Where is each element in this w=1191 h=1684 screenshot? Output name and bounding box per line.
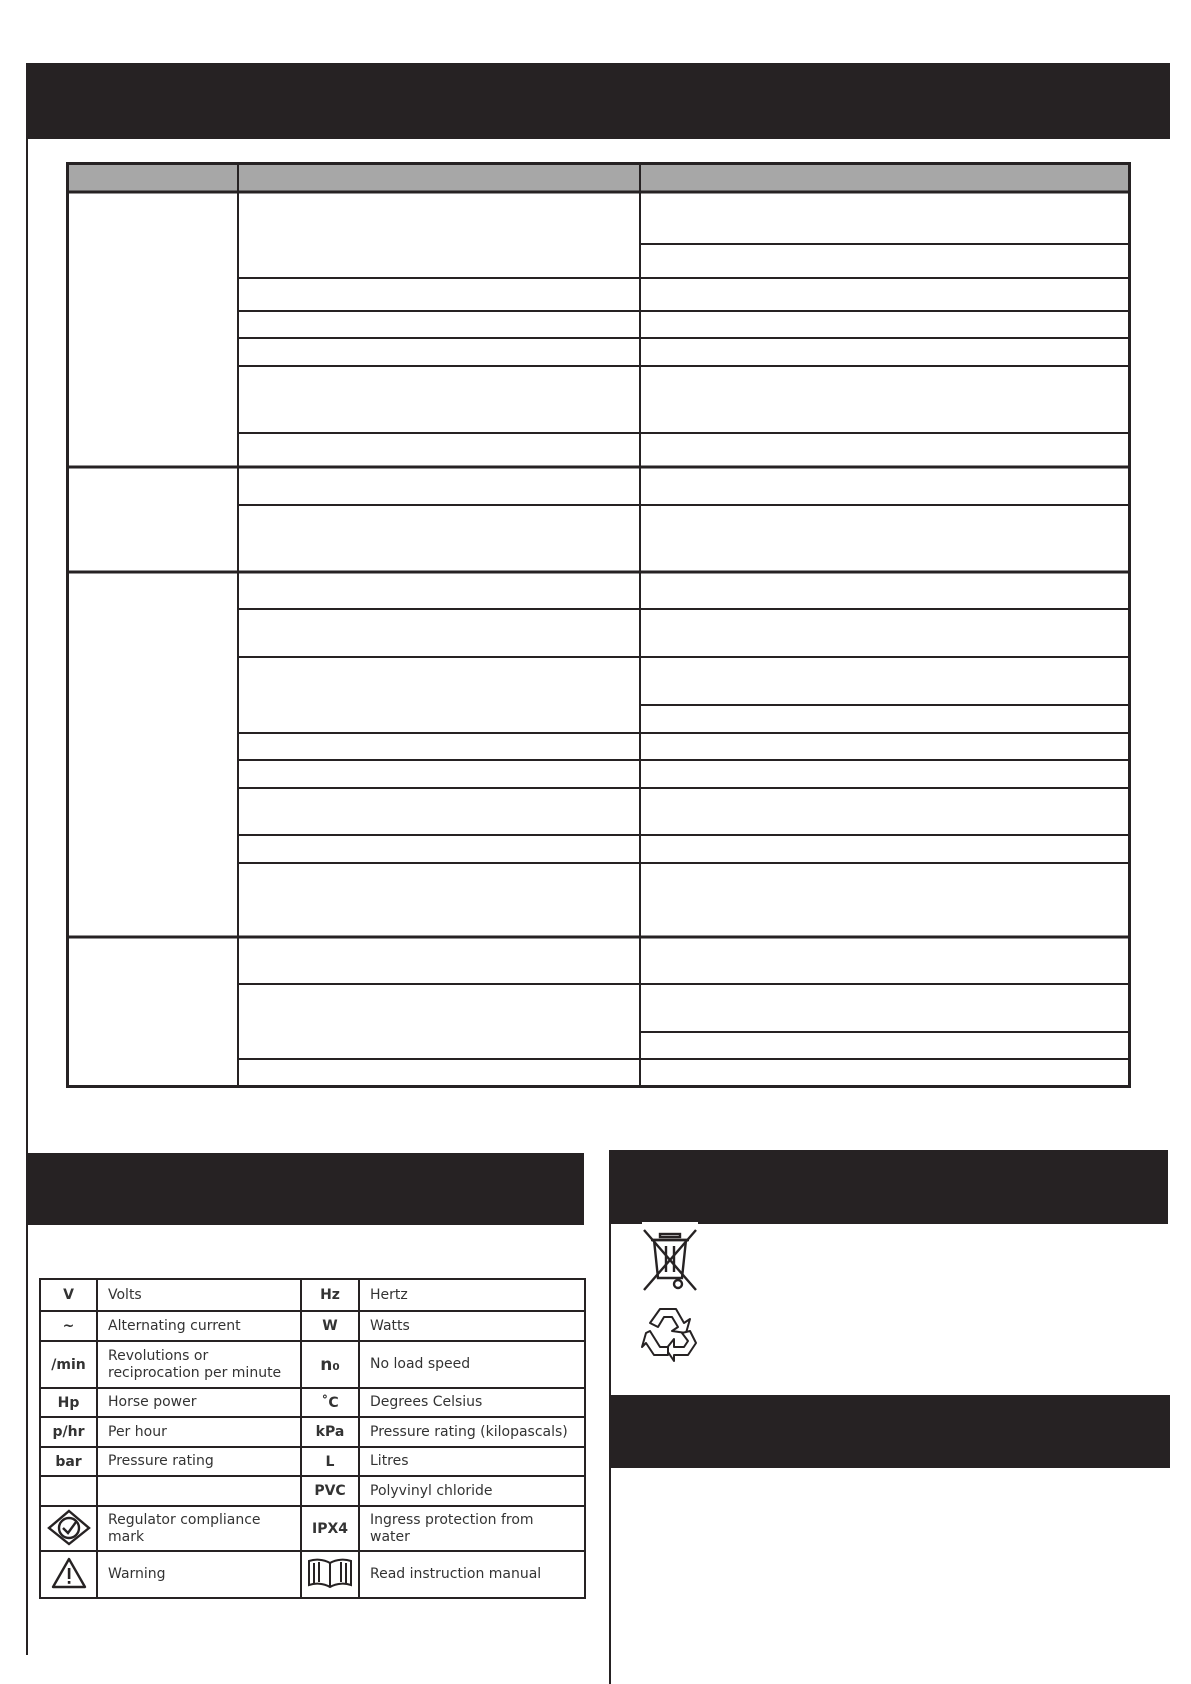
disposal-section-header-bar — [610, 1150, 1168, 1224]
table-header-band — [67, 163, 1130, 191]
symbol-cell: n₀ — [301, 1341, 359, 1388]
symbol-cell: PVC — [301, 1476, 359, 1506]
symbol-description: Horse power — [97, 1388, 301, 1417]
symbol-description: Degrees Celsius — [359, 1388, 585, 1417]
symbol-cell: Hz — [301, 1279, 359, 1311]
symbol-cell: /min — [40, 1341, 97, 1388]
symbol-cell: kPa — [301, 1417, 359, 1447]
symbol-description: Watts — [359, 1311, 585, 1341]
symbol-cell: W — [301, 1311, 359, 1341]
left-margin-rule — [26, 63, 28, 1655]
warning-triangle-icon — [50, 1556, 88, 1594]
symbol-cell — [301, 1551, 359, 1598]
page-header-bar — [27, 63, 1170, 139]
symbol-cell: ˚C — [301, 1388, 359, 1417]
main-table — [66, 162, 1131, 1088]
symbol-cell: p/hr — [40, 1417, 97, 1447]
symbols-row — [40, 1341, 585, 1388]
symbol-cell — [40, 1506, 97, 1551]
symbols-table — [39, 1278, 586, 1599]
symbol-description: Revolutions or reciprocation per minute — [97, 1341, 301, 1388]
symbol-description — [97, 1476, 301, 1506]
symbol-description: Pressure rating — [97, 1447, 301, 1476]
symbol-cell: IPX4 — [301, 1506, 359, 1551]
symbol-description: Warning — [97, 1551, 301, 1598]
symbol-description: Regulator compliance mark — [97, 1506, 301, 1551]
crossed-out-wheelie-bin-icon — [628, 1222, 712, 1294]
symbol-cell: V — [40, 1279, 97, 1311]
symbol-description: Pressure rating (kilopascals) — [359, 1417, 585, 1447]
table-outer-border — [68, 164, 1130, 1087]
lower-right-section-header-bar — [610, 1395, 1170, 1468]
symbol-cell — [40, 1476, 97, 1506]
symbol-description: Polyvinyl chloride — [359, 1476, 585, 1506]
symbol-description: Per hour — [97, 1417, 301, 1447]
symbols-row — [40, 1551, 585, 1598]
symbols-row — [40, 1476, 585, 1506]
symbols-row — [40, 1447, 585, 1476]
main-table-grid — [66, 162, 1131, 1088]
symbol-description: No load speed — [359, 1341, 585, 1388]
symbols-row — [40, 1279, 585, 1311]
recycle-arrows-icon — [638, 1305, 700, 1363]
symbol-description: Litres — [359, 1447, 585, 1476]
symbol-cell — [40, 1551, 97, 1598]
symbol-description: Read instruction manual — [359, 1551, 585, 1598]
symbol-cell: Hp — [40, 1388, 97, 1417]
symbol-cell: L — [301, 1447, 359, 1476]
symbols-row — [40, 1417, 585, 1447]
regulatory-compliance-mark-icon — [46, 1508, 92, 1550]
symbol-description: Alternating current — [97, 1311, 301, 1341]
symbol-description: Volts — [97, 1279, 301, 1311]
symbol-cell: ~ — [40, 1311, 97, 1341]
read-manual-icon — [305, 1557, 355, 1593]
symbol-cell: bar — [40, 1447, 97, 1476]
symbols-row — [40, 1388, 585, 1417]
symbol-description: Hertz — [359, 1279, 585, 1311]
symbols-row — [40, 1506, 585, 1551]
symbols-section-header-bar — [27, 1153, 584, 1225]
symbol-description: Ingress protection from water — [359, 1506, 585, 1551]
symbols-row — [40, 1311, 585, 1341]
